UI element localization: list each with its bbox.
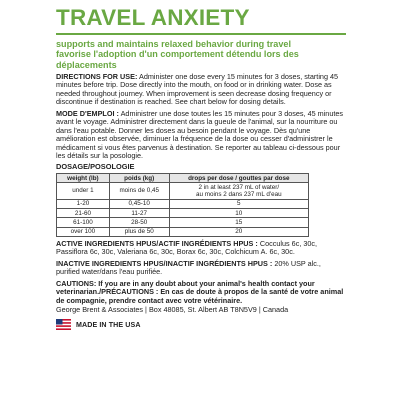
cell-drops: 5 (169, 199, 308, 208)
header-weight-kg: poids (kg) (109, 174, 169, 183)
cell-weight-kg: 11-27 (109, 208, 169, 217)
cell-drops (169, 183, 308, 199)
table-row (57, 227, 309, 236)
active-ingredients-text: Cocculus 6c, 30c, Passiflora 6c, 30c, Valeriana 6c, 30c, Borax 6c, 30c, Colchicum A. 6c, 30c. (56, 238, 318, 257)
table-row (57, 199, 309, 208)
directions-heading: DIRECTIONS FOR USE: (56, 71, 138, 81)
cell-weight-lb: 1-20 (57, 199, 110, 208)
mode-emploi-section (56, 110, 346, 161)
cell-weight-lb: 61-100 (57, 218, 110, 227)
cell-weight-lb: over 100 (57, 227, 110, 236)
table-row (57, 218, 309, 227)
subtitle-english: supports and maintains relaxed behavior during travel (56, 39, 291, 49)
cell-weight-kg: 0,45-10 (109, 199, 169, 208)
mode-emploi-heading: MODE D'EMPLOI : (56, 108, 119, 118)
inactive-ingredients-text: 20% USP alc., purified water/dans l'eau purifiée. (56, 258, 321, 277)
dosage-heading: DOSAGE/POSOLOGIE (56, 162, 135, 172)
cell-weight-kg: moins de 0,45 (109, 183, 169, 199)
subtitle-french: favorise l'adoption d'un comportement détendu lors des déplacements (56, 49, 299, 70)
inactive-ingredients-section (56, 260, 346, 277)
dosage-table-header-row (57, 174, 309, 183)
cell-drops-line-1: 2 in at least 237 mL of water/ (198, 183, 280, 191)
header-drops: drops per dose / gouttes par dose (169, 174, 308, 183)
directions-section (56, 73, 346, 107)
us-flag-icon (56, 319, 71, 330)
cell-weight-kg: 28-50 (109, 218, 169, 227)
cell-weight-lb: 21-60 (57, 208, 110, 217)
table-row (57, 183, 309, 199)
title-divider (56, 33, 346, 35)
cell-weight-kg: plus de 50 (109, 227, 169, 236)
product-title: TRAVEL ANXIETY (56, 5, 250, 30)
cell-drops: 10 (169, 208, 308, 217)
cell-weight-lb: under 1 (57, 183, 110, 199)
dosage-table (56, 173, 309, 237)
inactive-ingredients-heading: INACTIVE INGREDIENTS HPUS/INACTIF INGRÉDIENTS HPUS : (56, 258, 273, 268)
table-row (57, 208, 309, 217)
company-address: George Brent & Associates | Box 48085, St. Albert AB T8N5V9 | Canada (56, 304, 289, 314)
active-ingredients-heading: ACTIVE INGREDIENTS HPUS/ACTIF INGRÉDIENTS HPUS : (56, 238, 258, 248)
directions-text: Administer one dose every 15 minutes for 3 doses, starting 45 minutes before trip. Dose directly into the mouth, on food or in drinking water. Dose as needed throughout journey. When improvement is seen decrease dosing frequency or discontinue if destination is reached. See chart below for dosing details. (56, 71, 339, 107)
header-weight-lb: weight (lb) (57, 174, 110, 183)
cell-drops-line-2: au moins 2 dans 237 mL d'eau (195, 190, 282, 198)
cautions-text: CAUTIONS: If you are in any doubt about your animal's health contact your veterinarian./PRÉCAUTIONS : En cas de doute à propos de la santé de votre animal de compagnie, prendre contact avec votre vétérinaire. (56, 278, 344, 305)
cell-drops: 15 (169, 218, 308, 227)
cell-drops: 20 (169, 227, 308, 236)
active-ingredients-section (56, 240, 346, 257)
made-in-usa-badge (56, 319, 346, 330)
mode-emploi-text: Administrer une dose toutes les 15 minutes pour 3 doses, 45 minutes avant le voyage. Administrer directement dans la gueule de l'animal, sur la nourriture ou dans l'eau potable. Donner les doses au besoin pendant le voyage. Dès qu'une amélioration est observée, diminuer la fréquence de la dose ou cesser d'administrer le médicament si vous êtes parvenus à destination. Se reporter au tableau ci-dessous pour les détails sur la posologie. (56, 108, 344, 160)
made-in-usa-text: MADE IN THE USA (76, 320, 141, 329)
